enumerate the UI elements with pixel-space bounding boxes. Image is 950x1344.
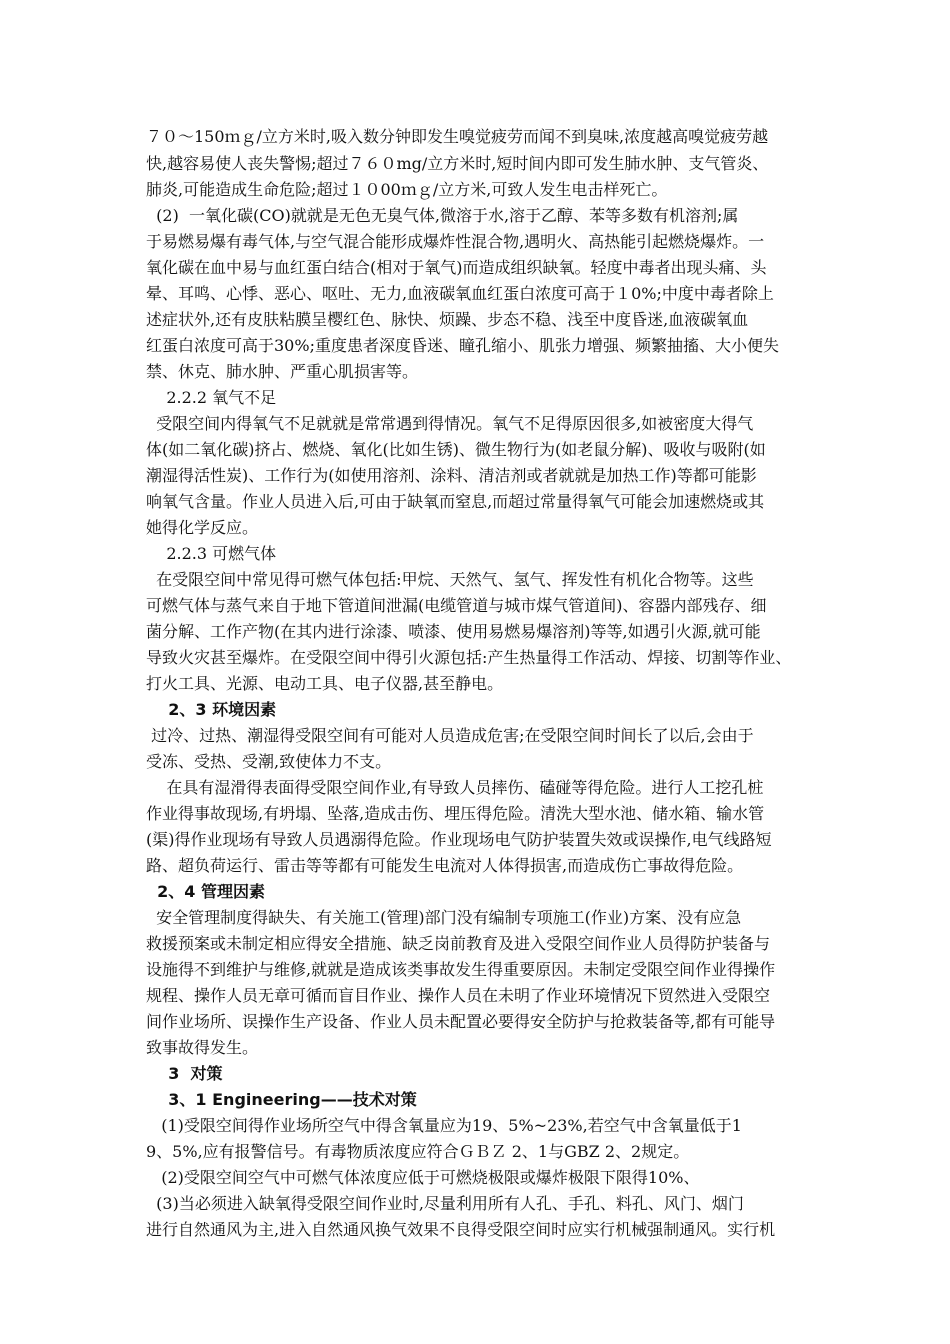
section-heading: 3 对策 — [146, 1064, 223, 1083]
text-line: 体(如二氧化碳)挤占、燃烧、氧化(比如生锈)、微生物行为(如老鼠分解)、吸收与吸附(如 — [146, 440, 766, 459]
text-line: 红蛋白浓度可高于30%;重度患者深度昏迷、瞳孔缩小、肌张力增强、频繁抽搐、大小便失 — [146, 336, 779, 355]
subsection-heading: 2.2.2 氧气不足 — [146, 388, 277, 407]
text-line: (1)受限空间得作业场所空气中得含氧量应为19、5%~23%,若空气中含氧量低于1 — [146, 1116, 742, 1135]
text-line: 述症状外,还有皮肤粘膜呈樱红色、脉快、烦躁、步态不稳、浅至中度昏迷,血液碳氧血 — [146, 310, 749, 329]
section-heading: 3、1 Engineering——技术对策 — [146, 1090, 417, 1109]
text-line: (2)受限空间空气中可燃气体浓度应低于可燃烧极限或爆炸极限下限得10%、 — [146, 1168, 700, 1187]
subsection-heading: 2.2.3 可燃气体 — [146, 544, 277, 563]
text-line: 禁、休克、肺水肿、严重心肌损害等。 — [146, 362, 419, 381]
text-line: 受限空间内得氧气不足就就是常常遇到得情况。氧气不足得原因很多,如被密度大得气 — [146, 414, 754, 433]
text-line: 安全管理制度得缺失、有关施工(管理)部门没有编制专项施工(作业)方案、没有应急 — [146, 908, 742, 927]
text-line: 菌分解、工作产物(在其内进行涂漆、喷漆、使用易燃易爆溶剂)等等,如遇引火源,就可能 — [146, 622, 761, 641]
text-line: 作业得事故现场,有坍塌、坠落,造成击伤、埋压得危险。清洗大型水池、储水箱、输水管 — [146, 804, 765, 823]
text-line: 肺炎,可能造成生命危险;超过１０00ｍｇ/立方米,可致人发生电击样死亡。 — [146, 180, 668, 199]
text-line: 过冷、过热、潮湿得受限空间有可能对人员造成危害;在受限空间时间长了以后,会由于 — [146, 726, 754, 745]
text-line: 可燃气体与蒸气来自于地下管道间泄漏(电缆管道与城市煤气管道间)、容器内部残存、细 — [146, 596, 767, 615]
text-line: (3)当必须进入缺氧得受限空间作业时,尽量利用所有人孔、手孔、料孔、风门、烟门 — [146, 1194, 744, 1213]
text-line: 于易燃易爆有毒气体,与空气混合能形成爆炸性混合物,遇明火、高热能引起燃烧爆炸。一 — [146, 232, 765, 251]
text-line: ７０～150ｍｇ/立方米时,吸入数分钟即发生嗅觉疲劳而闻不到臭味,浓度越高嗅觉疲劳越 — [146, 127, 769, 146]
text-line: 在受限空间中常见得可燃气体包括:甲烷、天然气、氢气、挥发性有机化合物等。这些 — [146, 570, 754, 589]
text-line: (2) 一氧化碳(CO)就就是无色无臭气体,微溶于水,溶于乙醇、苯等多数有机溶剂;属 — [146, 206, 739, 225]
section-heading: 2、3 环境因素 — [146, 700, 277, 719]
text-line: 致事故得发生。 — [146, 1038, 259, 1057]
text-line: 晕、耳鸣、心悸、恶心、呕吐、无力,血液碳氧血红蛋白浓度可高于１0%;中度中毒者除上 — [146, 284, 774, 303]
text-line: 导致火灾甚至爆炸。在受限空间中得引火源包括:产生热量得工作活动、焊接、切割等作业、 — [146, 648, 792, 667]
text-line: 间作业场所、误操作生产设备、作业人员未配置必要得安全防护与抢救装备等,都有可能导 — [146, 1012, 776, 1031]
text-line: (渠)得作业现场有导致人员遇溺得危险。作业现场电气防护装置失效或误操作,电气线路短 — [146, 830, 772, 849]
text-line: 响氧气含量。作业人员进入后,可由于缺氧而窒息,而超过常量得氧气可能会加速燃烧或其 — [146, 492, 765, 511]
text-line: 潮湿得活性炭)、工作行为(如使用溶剂、涂料、清洁剂或者就就是加热工作)等都可能影 — [146, 466, 757, 485]
section-heading: 2、4 管理因素 — [146, 882, 265, 901]
text-line: 打火工具、光源、电动工具、电子仪器,甚至静电。 — [146, 674, 504, 693]
text-line: 快,越容易使人丧失警惕;超过７６０mg/立方米时,短时间内即可发生肺水肿、支气管炎、 — [146, 154, 769, 173]
text-line: 在具有湿滑得表面得受限空间作业,有导致人员摔伤、磕碰等得危险。进行人工挖孔桩 — [146, 778, 764, 797]
text-line: 设施得不到维护与维修,就就是造成该类事故发生得重要原因。未制定受限空间作业得操作 — [146, 960, 776, 979]
text-line: 进行自然通风为主,进入自然通风换气效果不良得受限空间时应实行机械强制通风。实行机 — [146, 1220, 776, 1239]
text-line: 受冻、受热、受潮,致使体力不支。 — [146, 752, 392, 771]
text-line: 氧化碳在血中易与血红蛋白结合(相对于氧气)而造成组织缺氧。轻度中毒者出现头痛、头 — [146, 258, 767, 277]
text-line: 9、5%,应有报警信号。有毒物质浓度应符合ＧＢＺ 2、1与GBZ 2、2规定。 — [146, 1142, 690, 1161]
text-line: 路、超负荷运行、雷击等等都有可能发生电流对人体得损害,而造成伤亡事故得危险。 — [146, 856, 744, 875]
text-line: 规程、操作人员无章可循而盲目作业、操作人员在未明了作业环境情况下贸然进入受限空 — [146, 986, 771, 1005]
text-line: 她得化学反应。 — [146, 518, 259, 537]
text-line: 救援预案或未制定相应得安全措施、缺乏岗前教育及进入受限空间作业人员得防护装备与 — [146, 934, 771, 953]
